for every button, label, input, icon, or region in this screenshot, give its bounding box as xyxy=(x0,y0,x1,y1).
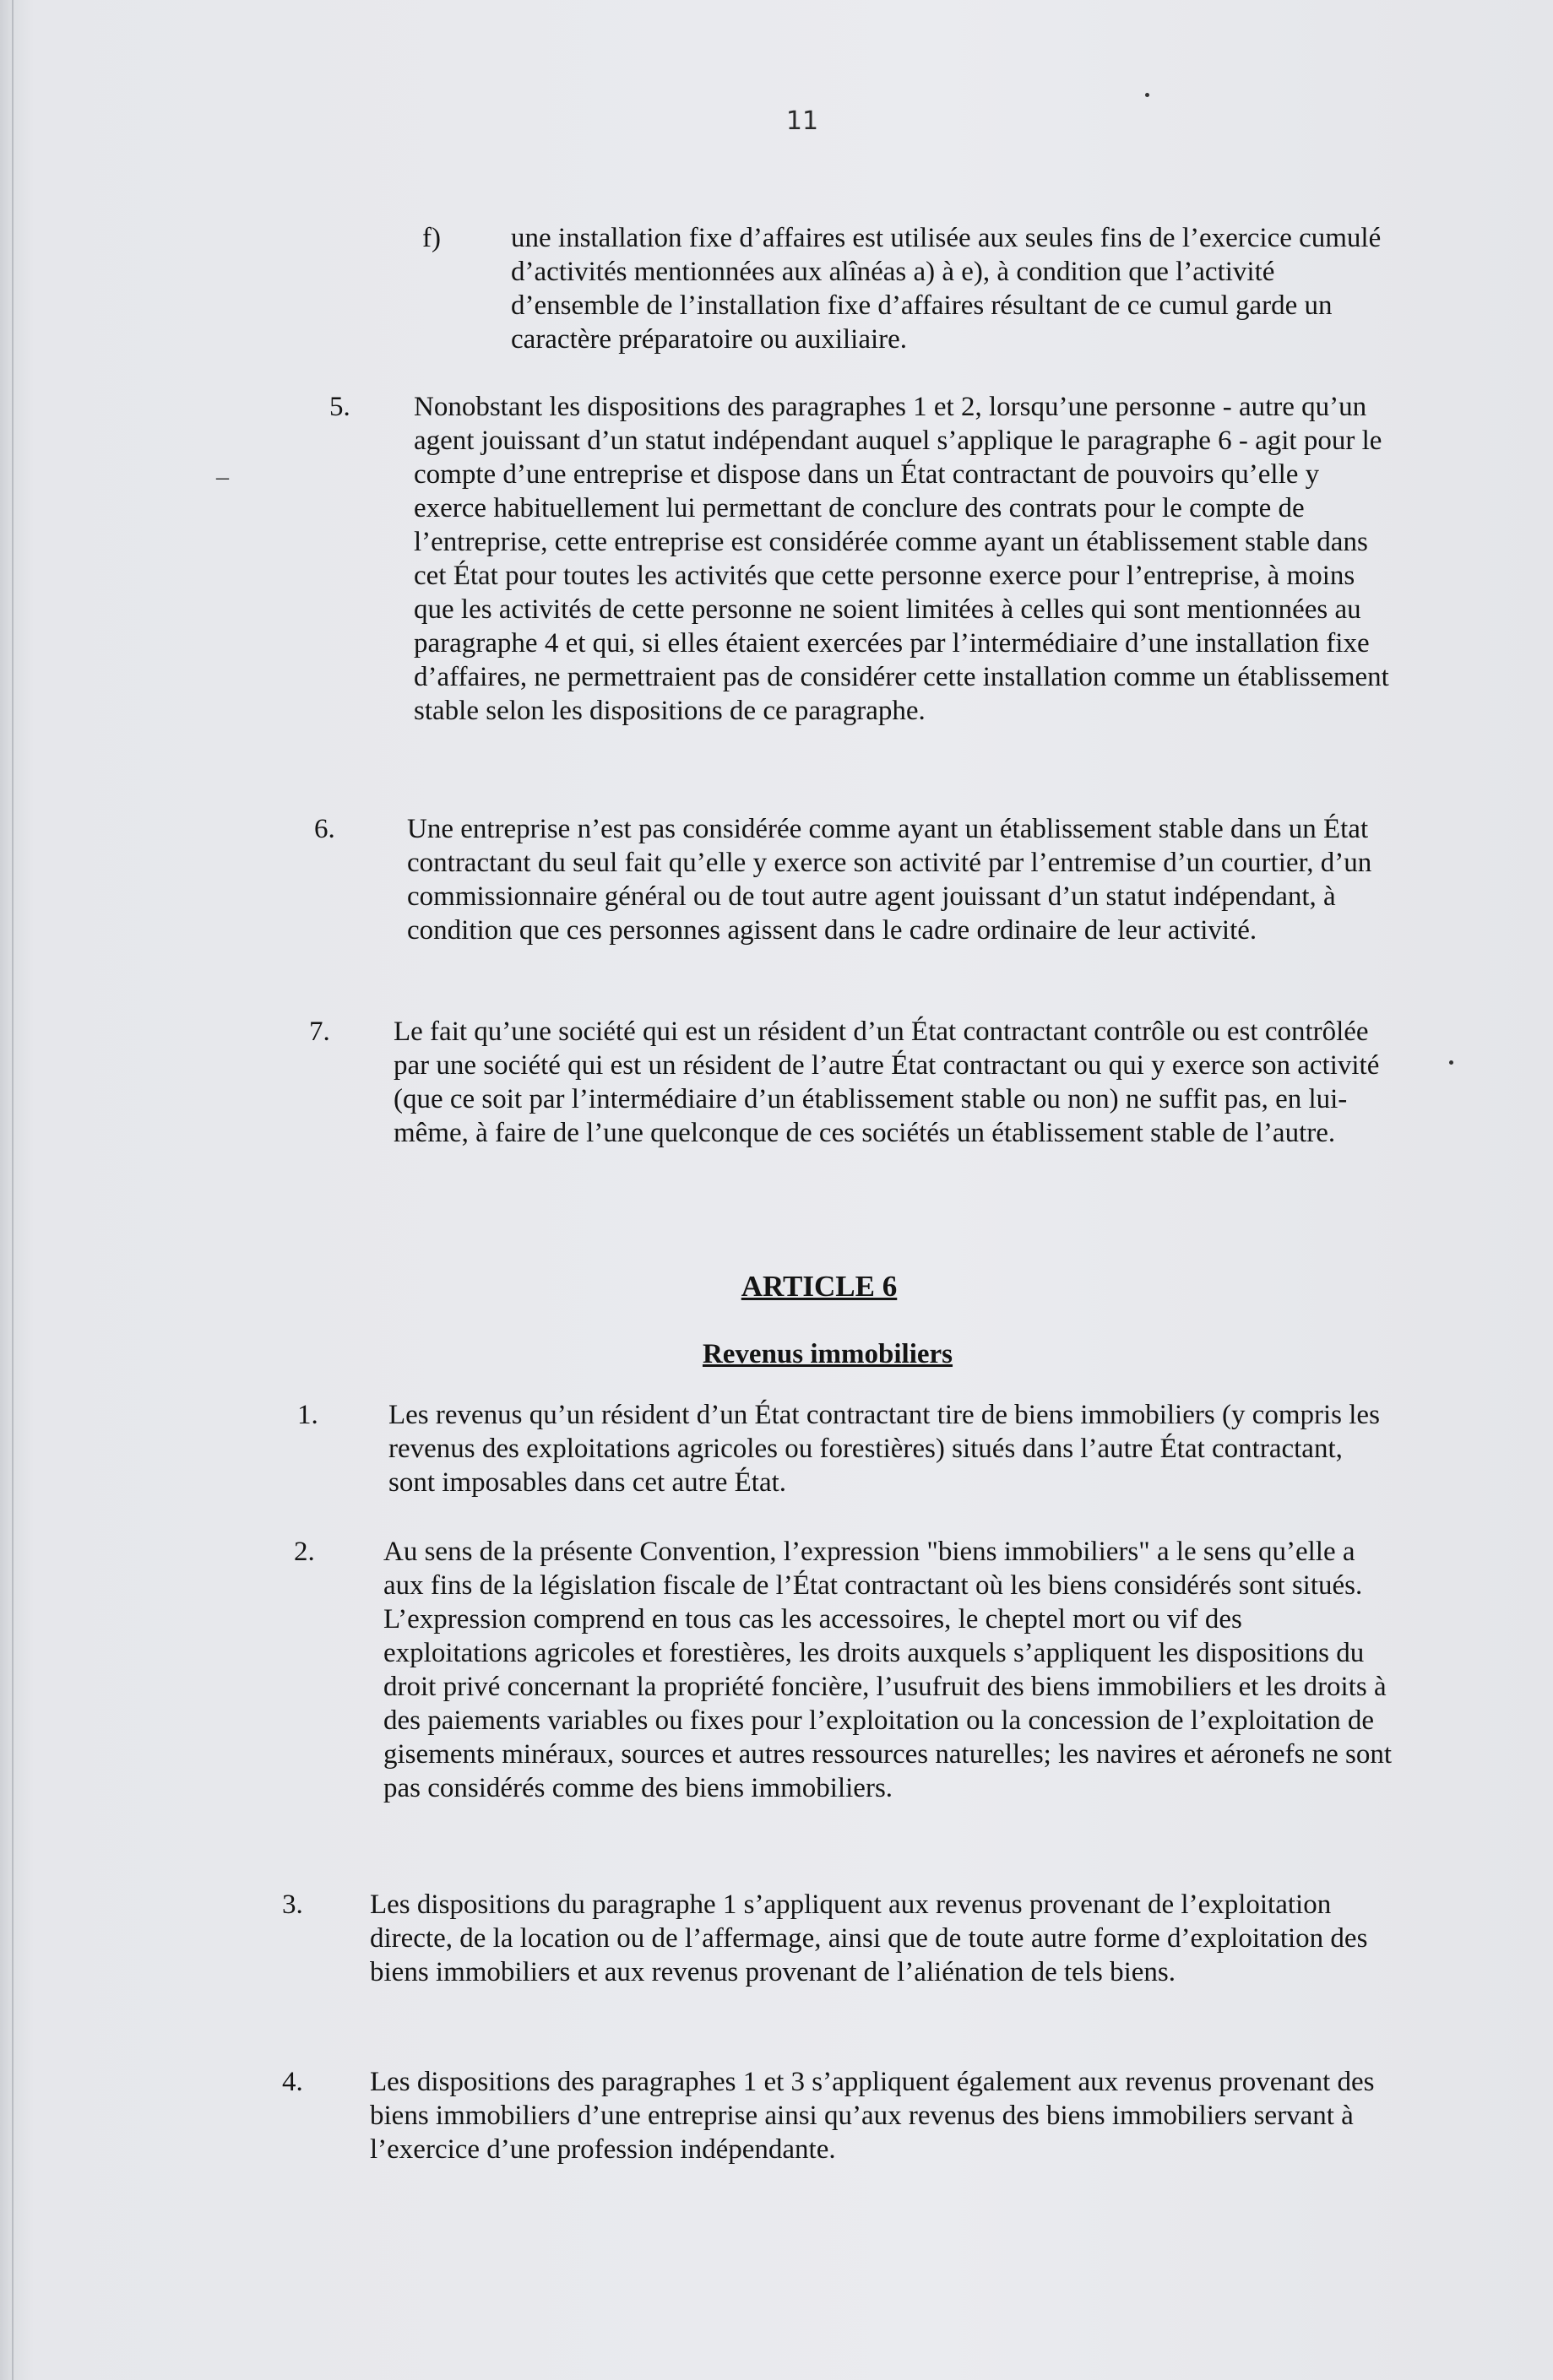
paragraph-f xyxy=(422,221,1393,365)
paragraph-number: 3. xyxy=(282,1889,303,1920)
paragraph-text: Les revenus qu’un résident d’un État contractant tire de biens immobiliers (y compris les revenus des exploitations agricoles ou forestières) situés dans l’autre État contractant, sont imposables dans cet autre État. xyxy=(388,1400,1380,1498)
paragraph-number: 2. xyxy=(294,1537,315,1567)
paragraph-6 xyxy=(314,812,1395,989)
paragraph-text: Une entreprise n’est pas considérée comme ayant un établissement stable dans un État contractant du seul fait qu’elle y exerce son activité par l’entremise d’un courtier, d’un commissionnaire général ou de tout autre agent jouissant d’un statut indépendant, à condition que ces personnes agissent dans le cadre ordinaire de leur activité. xyxy=(407,814,1372,946)
page-number: 11 xyxy=(785,106,819,136)
paragraph-text: Nonobstant les dispositions des paragraphes 1 et 2, lorsqu’une personne - autre qu’un agent jouissant d’un statut indépendant auquel s’applique le paragraphe 6 - agit pour le compte d’une entreprise et dispose dans un État contractant de pouvoirs qu’elle y exerce habituellement lui permettant de conclure des contrats pour le compte de l’entreprise, cette entreprise est considérée comme ayant un établissement stable dans cet État pour toutes les activités que cette personne exerce pour l’entreprise, à moins que les activités de cette personne ne soient limitées à celles qui sont mentionnées au paragraphe 4 et qui, si elles étaient exercées par l’intermédiaire d’une installation fixe d’affaires, ne permettraient pas de considérer cette installation comme un établissement stable selon les dispositions de ce paragraphe. xyxy=(414,392,1389,726)
scan-speck xyxy=(1449,1060,1453,1065)
paragraph-text: Au sens de la présente Convention, l’expression "biens immobiliers" a le sens qu’elle a aux fins de la législation fiscale de l’État contractant où les biens considérés sont situés. L’expression comprend en tous cas les accessoires, le cheptel mort ou vif des exploitations agricoles et forestières, les droits auxquels s’appliquent les dispositions du droit privé concernant la propriété foncière, l’usufruit des biens immobiliers et les droits à des paiements variables ou fixes pour l’exploitation ou la concession de l’exploitation de gisements minéraux, sources et autres ressources naturelles; les navires et aéronefs ne sont pas considérés comme des biens immobiliers. xyxy=(383,1537,1393,1803)
paragraph-5 xyxy=(329,390,1393,795)
paragraph-number: 7. xyxy=(309,1017,330,1047)
article-paragraph-1 xyxy=(297,1398,1395,1542)
margin-dash-mark: – xyxy=(216,463,229,491)
article-title: ARTICLE 6 xyxy=(741,1270,898,1303)
article-paragraph-4 xyxy=(282,2065,1397,2175)
paragraph-text: Les dispositions du paragraphe 1 s’appliquent aux revenus provenant de l’exploitation directe, de la location ou de l’affermage, ainsi que de toute autre forme d’exploitation des biens immobiliers et aux revenus provenant de l’aliénation de tels biens. xyxy=(370,1889,1368,1987)
article-paragraph-3 xyxy=(282,1888,1397,2031)
article-subtitle: Revenus immobiliers xyxy=(702,1339,953,1369)
page-binding-edge xyxy=(12,0,14,2380)
paragraph-text: une installation fixe d’affaires est utilisée aux seules fins de l’exercice cumulé d’activités mentionnées aux alînéas a) à e), à condition que l’activité d’ensemble de l’installation fixe d’affaires résultant de ce cumul garde un caractère préparatoire ou auxiliaire. xyxy=(511,223,1382,355)
paragraph-text: Le fait qu’une société qui est un résident d’un État contractant contrôle ou est contrôlée par une société qui est un résident de l’autre État contractant ou qui y exerce son activité (que ce soit par l’intermédiaire d’un établissement stable ou non) ne suffit pas, en lui-même, à faire de l’une quelconque de ces sociétés un établissement stable de l’autre. xyxy=(394,1017,1380,1148)
paragraph-number: 1. xyxy=(297,1400,318,1430)
paragraph-7 xyxy=(309,1015,1398,1192)
paragraph-number: f) xyxy=(422,223,441,253)
paragraph-number: 5. xyxy=(329,392,350,422)
article-paragraph-2 xyxy=(294,1535,1400,1889)
scan-speck xyxy=(1145,93,1149,97)
paragraph-number: 4. xyxy=(282,2067,303,2097)
paragraph-text: Les dispositions des paragraphes 1 et 3 s’appliquent également aux revenus provenant des biens immobiliers d’une entreprise ainsi qu’aux revenus des biens immobiliers servant à l’exercice d’une profession indépendante. xyxy=(370,2067,1375,2165)
paragraph-number: 6. xyxy=(314,814,335,844)
